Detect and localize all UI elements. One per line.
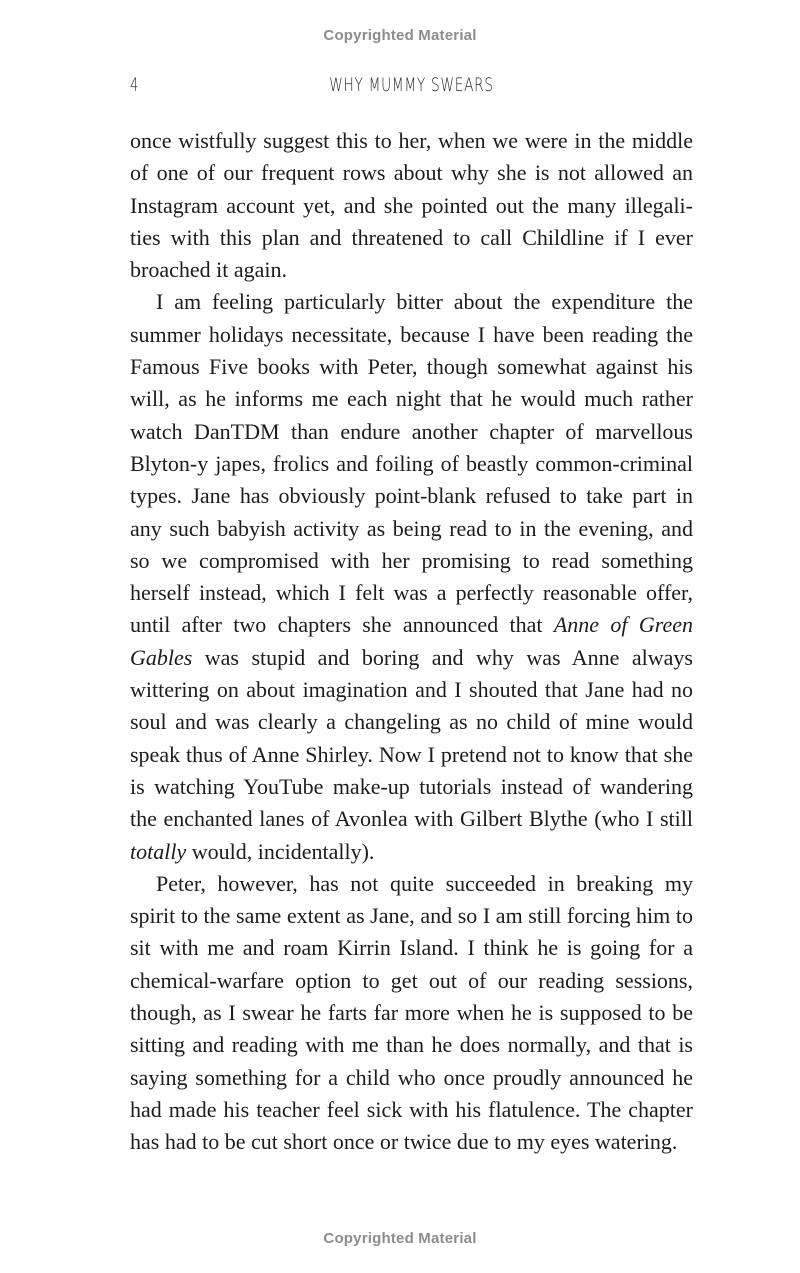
body-text xyxy=(130,125,693,1159)
running-head xyxy=(130,74,693,104)
paragraph-3-text: Peter, however, has not quite succeeded in breaking my spirit to the same extent as Jane, and so I am still forcing him to sit with me and roam Kirrin Island. I think he is going for a chemical-warfare option to get out of our reading sessions, though, as I swear he farts far more when he is supposed to be sitting and reading with me than he does normally, and that is saying something for a child who once proudly announced he had made his teacher feel sick with his flatulence. The chapter has had to be cut short once or twice due to my eyes watering. xyxy=(130,870,693,1155)
paragraph-2-text-c: would, incidentally). xyxy=(186,838,375,864)
book-title-anne-of-green-gables: Anne of Green Gables xyxy=(130,612,693,670)
paragraph-1 xyxy=(130,125,693,286)
paragraph-2-text-a: I am feeling particularly bitter about the expenditure the summer holidays necessitate, because I have been reading the Famous Five books with Peter, though somewhat against his will, as he informs me each night that he would much rather watch DanTDM than endure another chapter of marvellous Blyton-y japes, frolics and foiling of beastly common-criminal types. Jane has obviously point-blank refused to take part in any such babyish activity as being read to in the evening, and so we compromised with her promising to read something herself instead, which I felt was a perfectly reasonable offer, until after two chapters she announced that xyxy=(130,289,693,638)
emphasis-totally: totally xyxy=(130,838,187,864)
running-title: WHY MUMMY SWEARS xyxy=(329,74,494,96)
paragraph-1-text: once wistfully suggest this to her, when we were in the middle of one of our frequent rows about why she is not allowed an Instagram account yet, and she pointed out the many illegali-ties with this plan and threatened to call Childline if I ever broached it again. xyxy=(130,128,693,283)
copyright-watermark-top: Copyrighted Material xyxy=(323,27,477,44)
paragraph-2 xyxy=(130,286,693,867)
paragraph-3 xyxy=(130,868,693,1159)
copyright-watermark-bottom: Copyrighted Material xyxy=(323,1230,477,1247)
paragraph-2-text-b: was stupid and boring and why was Anne always wittering on about imagination and I shouted that Jane had no soul and was clearly a changeling as no child of mine would speak thus of Anne Shirley. Now I pretend not to know that she is watching YouTube make-up tutorials instead of wandering the enchanted lanes of Avonlea with Gilbert Blythe (who I still xyxy=(130,644,693,832)
page-number: 4 xyxy=(130,74,139,96)
